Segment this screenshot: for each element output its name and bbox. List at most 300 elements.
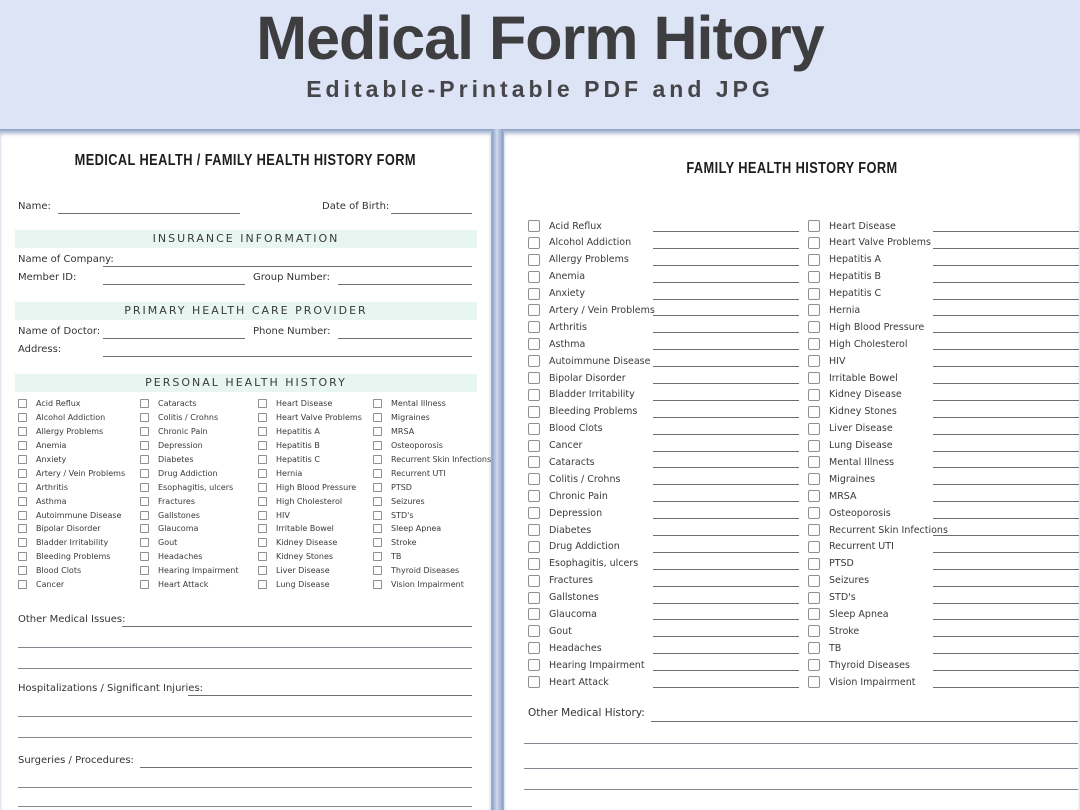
fill-in-line[interactable] <box>933 417 1079 418</box>
fill-in-line[interactable] <box>653 434 799 435</box>
personal-history-column-2 <box>140 397 238 591</box>
condition-label: Liver Disease <box>829 423 893 435</box>
condition-label: Recurrent UTI <box>391 468 446 478</box>
checkbox[interactable] <box>528 321 540 333</box>
checkbox[interactable] <box>808 575 820 587</box>
fill-in-line[interactable] <box>653 299 799 300</box>
checkbox[interactable] <box>18 566 27 575</box>
checkbox[interactable] <box>808 592 820 604</box>
other-issues-line[interactable] <box>18 668 472 669</box>
checkbox[interactable] <box>18 524 27 533</box>
hospitalizations-line[interactable] <box>18 737 472 738</box>
fill-in-line[interactable] <box>933 315 1079 316</box>
checkbox[interactable] <box>528 507 540 519</box>
checkbox[interactable] <box>258 455 267 464</box>
checkbox[interactable] <box>140 483 149 492</box>
fill-in-line[interactable] <box>653 569 799 570</box>
fill-in-line[interactable] <box>933 248 1079 249</box>
condition-label: Seizures <box>829 575 870 587</box>
health-condition-row <box>18 536 125 550</box>
family-condition-row <box>808 522 1080 539</box>
checkbox[interactable] <box>18 552 27 561</box>
condition-label: Acid Reflux <box>549 220 602 232</box>
other-history-line[interactable] <box>651 721 1078 722</box>
checkbox[interactable] <box>140 538 149 547</box>
fill-in-line[interactable] <box>653 265 799 266</box>
checkbox[interactable] <box>258 566 267 575</box>
fill-in-line[interactable] <box>653 366 799 367</box>
condition-label: Mental Illness <box>391 399 446 409</box>
checkbox[interactable] <box>18 427 27 436</box>
family-condition-row <box>528 319 808 336</box>
checkbox[interactable] <box>808 558 820 570</box>
checkbox[interactable] <box>808 440 820 452</box>
fill-in-line[interactable] <box>653 484 799 485</box>
checkbox[interactable] <box>140 580 149 589</box>
fill-in-line[interactable] <box>933 400 1079 401</box>
family-condition-row <box>808 319 1080 336</box>
fill-in-line[interactable] <box>933 603 1079 604</box>
family-condition-row <box>528 235 808 252</box>
checkbox[interactable] <box>140 441 149 450</box>
health-condition-row <box>140 425 238 439</box>
checkbox[interactable] <box>140 511 149 520</box>
checkbox[interactable] <box>808 473 820 485</box>
checkbox[interactable] <box>18 441 27 450</box>
fill-in-line[interactable] <box>933 518 1079 519</box>
fill-in-line[interactable] <box>933 670 1079 671</box>
family-condition-row <box>808 269 1080 286</box>
condition-label: Lung Disease <box>276 580 330 590</box>
condition-label: Diabetes <box>158 455 194 464</box>
condition-label: Bipolar Disorder <box>549 372 626 384</box>
checkbox[interactable] <box>258 524 267 533</box>
health-condition-row <box>373 522 491 536</box>
surgeries-line[interactable] <box>140 767 472 768</box>
checkbox[interactable] <box>140 455 149 464</box>
health-condition-row <box>258 439 362 453</box>
checkbox[interactable] <box>140 413 149 422</box>
family-condition-row <box>528 387 808 404</box>
checkbox[interactable] <box>808 372 820 384</box>
checkbox[interactable] <box>528 676 540 688</box>
fill-in-line[interactable] <box>653 687 799 688</box>
health-condition-row <box>18 522 125 536</box>
checkbox[interactable] <box>808 676 820 688</box>
fill-in-line[interactable] <box>933 535 1079 536</box>
checkbox[interactable] <box>258 483 267 492</box>
checkbox[interactable] <box>373 469 382 478</box>
health-condition-row <box>258 494 362 508</box>
checkbox[interactable] <box>528 304 540 316</box>
checkbox[interactable] <box>808 237 820 249</box>
checkbox[interactable] <box>373 524 382 533</box>
health-condition-row <box>373 411 491 425</box>
condition-label: Vision Impairment <box>391 580 464 590</box>
fill-in-line[interactable] <box>933 569 1079 570</box>
insurance-section-header: INSURANCE INFORMATION <box>15 230 477 248</box>
checkbox[interactable] <box>373 497 382 506</box>
family-condition-row <box>808 606 1080 623</box>
checkbox[interactable] <box>528 592 540 604</box>
phone-field-line[interactable] <box>338 338 472 339</box>
checkbox[interactable] <box>528 237 540 249</box>
checkbox[interactable] <box>528 541 540 553</box>
fill-in-line[interactable] <box>933 299 1079 300</box>
fill-in-line[interactable] <box>653 332 799 333</box>
condition-label: Asthma <box>36 496 67 506</box>
checkbox[interactable] <box>808 659 820 671</box>
condition-label: High Blood Pressure <box>829 321 925 333</box>
checkbox[interactable] <box>18 483 27 492</box>
checkbox[interactable] <box>373 552 382 561</box>
condition-label: Bladder Irritability <box>36 538 109 548</box>
fill-in-line[interactable] <box>933 653 1079 654</box>
family-condition-row <box>528 488 808 505</box>
fill-in-line[interactable] <box>933 467 1079 468</box>
surgeries-label: Surgeries / Procedures: <box>18 755 134 766</box>
checkbox[interactable] <box>528 473 540 485</box>
checkbox[interactable] <box>528 355 540 367</box>
fill-in-line[interactable] <box>933 383 1079 384</box>
checkbox[interactable] <box>258 427 267 436</box>
checkbox[interactable] <box>18 538 27 547</box>
checkbox[interactable] <box>808 625 820 637</box>
checkbox[interactable] <box>18 511 27 520</box>
checkbox[interactable] <box>528 608 540 620</box>
checkbox[interactable] <box>373 455 382 464</box>
condition-label: Drug Addiction <box>549 541 620 553</box>
checkbox[interactable] <box>18 497 27 506</box>
dob-field-line[interactable] <box>391 213 472 214</box>
health-condition-row <box>373 550 491 564</box>
condition-label: Glaucoma <box>549 608 597 620</box>
banner-title: Medical Form Hitory <box>256 4 824 72</box>
fill-in-line[interactable] <box>933 349 1079 350</box>
condition-label: Migraines <box>829 473 876 485</box>
fill-in-line[interactable] <box>653 586 799 587</box>
checkbox[interactable] <box>808 541 820 553</box>
other-history-line[interactable] <box>524 789 1078 790</box>
family-condition-row <box>808 421 1080 438</box>
checkbox[interactable] <box>373 441 382 450</box>
family-condition-row <box>528 252 808 269</box>
family-history-column-left <box>528 218 808 691</box>
doctor-field-line[interactable] <box>103 338 245 339</box>
checkbox[interactable] <box>808 321 820 333</box>
checkbox[interactable] <box>528 254 540 266</box>
condition-label: Osteoporosis <box>391 441 443 451</box>
fill-in-line[interactable] <box>653 670 799 671</box>
condition-label: Hernia <box>829 304 861 316</box>
fill-in-line[interactable] <box>653 501 799 502</box>
condition-label: Glaucoma <box>158 524 199 534</box>
health-condition-row <box>258 564 362 578</box>
family-condition-row <box>808 286 1080 303</box>
condition-label: Cancer <box>36 580 65 590</box>
fill-in-line[interactable] <box>653 636 799 637</box>
checkbox[interactable] <box>528 642 540 654</box>
member-id-field-line[interactable] <box>103 284 245 285</box>
condition-label: High Blood Pressure <box>276 482 357 492</box>
family-condition-row <box>528 573 808 590</box>
fill-in-line[interactable] <box>933 332 1079 333</box>
checkbox[interactable] <box>18 469 27 478</box>
fill-in-line[interactable] <box>933 282 1079 283</box>
family-condition-row <box>528 302 808 319</box>
checkbox[interactable] <box>808 406 820 418</box>
condition-label: Migraines <box>391 413 430 423</box>
condition-label: Cataracts <box>158 399 197 409</box>
condition-label: Heart Disease <box>276 399 333 409</box>
health-condition-row <box>373 453 491 467</box>
fill-in-line[interactable] <box>933 265 1079 266</box>
fill-in-line[interactable] <box>653 518 799 519</box>
other-issues-label: Other Medical Issues: <box>18 614 126 625</box>
checkbox[interactable] <box>373 538 382 547</box>
fill-in-line[interactable] <box>653 552 799 553</box>
condition-label: Recurrent UTI <box>829 541 894 553</box>
checkbox[interactable] <box>808 220 820 232</box>
checkbox[interactable] <box>373 483 382 492</box>
fill-in-line[interactable] <box>933 687 1079 688</box>
checkbox[interactable] <box>140 566 149 575</box>
checkbox[interactable] <box>808 271 820 283</box>
checkbox[interactable] <box>808 642 820 654</box>
checkbox[interactable] <box>808 608 820 620</box>
other-history-line[interactable] <box>524 743 1078 744</box>
checkbox[interactable] <box>808 490 820 502</box>
fill-in-line[interactable] <box>933 434 1079 435</box>
checkbox[interactable] <box>18 413 27 422</box>
checkbox[interactable] <box>140 524 149 533</box>
condition-label: STD's <box>391 510 414 520</box>
health-condition-row <box>18 578 125 592</box>
family-condition-row <box>808 623 1080 640</box>
fill-in-line[interactable] <box>933 231 1079 232</box>
checkbox[interactable] <box>808 254 820 266</box>
checkbox[interactable] <box>528 490 540 502</box>
checkbox[interactable] <box>808 423 820 435</box>
checkbox[interactable] <box>528 406 540 418</box>
other-issues-line[interactable] <box>122 626 472 627</box>
checkbox[interactable] <box>528 625 540 637</box>
checkbox[interactable] <box>528 372 540 384</box>
condition-label: Arthritis <box>549 321 588 333</box>
checkbox[interactable] <box>528 558 540 570</box>
hospitalizations-line[interactable] <box>18 716 472 717</box>
checkbox[interactable] <box>258 497 267 506</box>
checkbox[interactable] <box>373 413 382 422</box>
condition-label: Hepatitis B <box>829 271 882 283</box>
condition-label: Chronic Pain <box>549 490 608 502</box>
checkbox[interactable] <box>140 552 149 561</box>
checkbox[interactable] <box>808 304 820 316</box>
fill-in-line[interactable] <box>653 653 799 654</box>
checkbox[interactable] <box>373 427 382 436</box>
hospitalizations-line[interactable] <box>188 695 472 696</box>
family-condition-row <box>528 353 808 370</box>
fill-in-line[interactable] <box>933 501 1079 502</box>
checkbox[interactable] <box>528 423 540 435</box>
checkbox[interactable] <box>528 659 540 671</box>
fill-in-line[interactable] <box>653 231 799 232</box>
checkbox[interactable] <box>140 497 149 506</box>
fill-in-line[interactable] <box>653 603 799 604</box>
condition-label: Heart Disease <box>829 220 896 232</box>
fill-in-line[interactable] <box>933 451 1079 452</box>
checkbox[interactable] <box>18 399 27 408</box>
address-label: Address: <box>18 344 62 355</box>
fill-in-line[interactable] <box>653 467 799 468</box>
family-condition-row <box>528 438 808 455</box>
family-condition-row <box>528 269 808 286</box>
health-condition-row <box>18 494 125 508</box>
address-field-line[interactable] <box>103 356 472 357</box>
health-condition-row <box>140 439 238 453</box>
health-condition-row <box>373 439 491 453</box>
condition-label: Headaches <box>158 552 203 562</box>
checkbox[interactable] <box>528 288 540 300</box>
fill-in-line[interactable] <box>933 636 1079 637</box>
condition-label: Bladder Irritability <box>549 389 635 401</box>
checkbox[interactable] <box>258 538 267 547</box>
family-condition-row <box>808 438 1080 455</box>
checkbox[interactable] <box>528 456 540 468</box>
checkbox[interactable] <box>808 507 820 519</box>
fill-in-line[interactable] <box>653 282 799 283</box>
family-condition-row <box>528 471 808 488</box>
dob-label: Date of Birth: <box>322 201 390 212</box>
fill-in-line[interactable] <box>653 400 799 401</box>
health-condition-row <box>140 578 238 592</box>
checkbox[interactable] <box>18 455 27 464</box>
checkbox[interactable] <box>808 288 820 300</box>
condition-label: Gallstones <box>549 592 599 604</box>
fill-in-line[interactable] <box>933 619 1079 620</box>
fill-in-line[interactable] <box>653 451 799 452</box>
fill-in-line[interactable] <box>933 586 1079 587</box>
other-history-line[interactable] <box>524 768 1078 769</box>
checkbox[interactable] <box>258 441 267 450</box>
checkbox[interactable] <box>258 399 267 408</box>
checkbox[interactable] <box>373 511 382 520</box>
checkbox[interactable] <box>18 580 27 589</box>
fill-in-line[interactable] <box>933 552 1079 553</box>
checkbox[interactable] <box>258 469 267 478</box>
health-condition-row <box>373 425 491 439</box>
condition-label: Vision Impairment <box>829 676 916 688</box>
fill-in-line[interactable] <box>653 535 799 536</box>
fill-in-line[interactable] <box>653 619 799 620</box>
condition-label: Artery / Vein Problems <box>36 468 126 478</box>
condition-label: Hepatitis C <box>276 455 320 464</box>
surgeries-line[interactable] <box>18 787 472 788</box>
personal-history-column-4 <box>373 397 491 591</box>
checkbox[interactable] <box>258 552 267 561</box>
condition-label: Heart Valve Problems <box>829 237 931 249</box>
condition-label: Bipolar Disorder <box>36 524 101 534</box>
health-condition-row <box>258 397 362 411</box>
checkbox[interactable] <box>808 338 820 350</box>
name-field-line[interactable] <box>58 213 240 214</box>
condition-label: Recurrent Skin Infections <box>391 455 492 464</box>
condition-label: Kidney Disease <box>829 389 902 401</box>
banner-subtitle: Editable-Printable PDF and JPG <box>306 76 774 102</box>
health-condition-row <box>140 508 238 522</box>
family-condition-row <box>528 421 808 438</box>
checkbox[interactable] <box>258 511 267 520</box>
fill-in-line[interactable] <box>653 315 799 316</box>
company-field-line[interactable] <box>103 266 472 267</box>
condition-label: Sleep Apnea <box>391 524 442 534</box>
health-condition-row <box>140 453 238 467</box>
family-condition-row <box>528 674 808 691</box>
fill-in-line[interactable] <box>653 248 799 249</box>
checkbox[interactable] <box>528 440 540 452</box>
checkbox[interactable] <box>808 389 820 401</box>
provider-section-header: PRIMARY HEALTH CARE PROVIDER <box>15 302 477 320</box>
condition-label: Depression <box>158 441 203 451</box>
checkbox[interactable] <box>528 271 540 283</box>
fill-in-line[interactable] <box>653 383 799 384</box>
other-issues-line[interactable] <box>18 647 472 648</box>
family-condition-row <box>528 522 808 539</box>
health-condition-row <box>140 550 238 564</box>
condition-label: TB <box>391 552 402 562</box>
fill-in-line[interactable] <box>653 349 799 350</box>
checkbox[interactable] <box>373 399 382 408</box>
health-condition-row <box>140 494 238 508</box>
health-condition-row <box>258 550 362 564</box>
condition-label: Cataracts <box>549 456 595 468</box>
doctor-label: Name of Doctor: <box>18 326 101 337</box>
checkbox[interactable] <box>528 575 540 587</box>
checkbox[interactable] <box>808 524 820 536</box>
checkbox[interactable] <box>258 413 267 422</box>
checkbox[interactable] <box>528 389 540 401</box>
condition-label: Heart Valve Problems <box>276 413 362 423</box>
health-condition-row <box>140 466 238 480</box>
health-condition-row <box>373 480 491 494</box>
checkbox[interactable] <box>528 524 540 536</box>
checkbox[interactable] <box>373 566 382 575</box>
checkbox[interactable] <box>528 220 540 232</box>
checkbox[interactable] <box>808 355 820 367</box>
condition-label: Fractures <box>549 575 593 587</box>
pages-area <box>0 129 1080 810</box>
checkbox[interactable] <box>140 469 149 478</box>
checkbox[interactable] <box>258 580 267 589</box>
fill-in-line[interactable] <box>933 484 1079 485</box>
page-divider <box>492 129 503 810</box>
condition-label: Heart Attack <box>549 676 609 688</box>
family-history-column-right <box>808 218 1080 691</box>
checkbox[interactable] <box>140 427 149 436</box>
family-condition-row <box>528 590 808 607</box>
checkbox[interactable] <box>808 456 820 468</box>
other-history-label: Other Medical History: <box>528 707 645 719</box>
group-number-field-line[interactable] <box>338 284 472 285</box>
fill-in-line[interactable] <box>653 417 799 418</box>
fill-in-line[interactable] <box>933 366 1079 367</box>
checkbox[interactable] <box>528 338 540 350</box>
checkbox[interactable] <box>140 399 149 408</box>
checkbox[interactable] <box>373 580 382 589</box>
condition-label: Blood Clots <box>549 423 603 435</box>
condition-label: Colitis / Crohns <box>158 413 219 423</box>
surgeries-line[interactable] <box>18 806 472 807</box>
